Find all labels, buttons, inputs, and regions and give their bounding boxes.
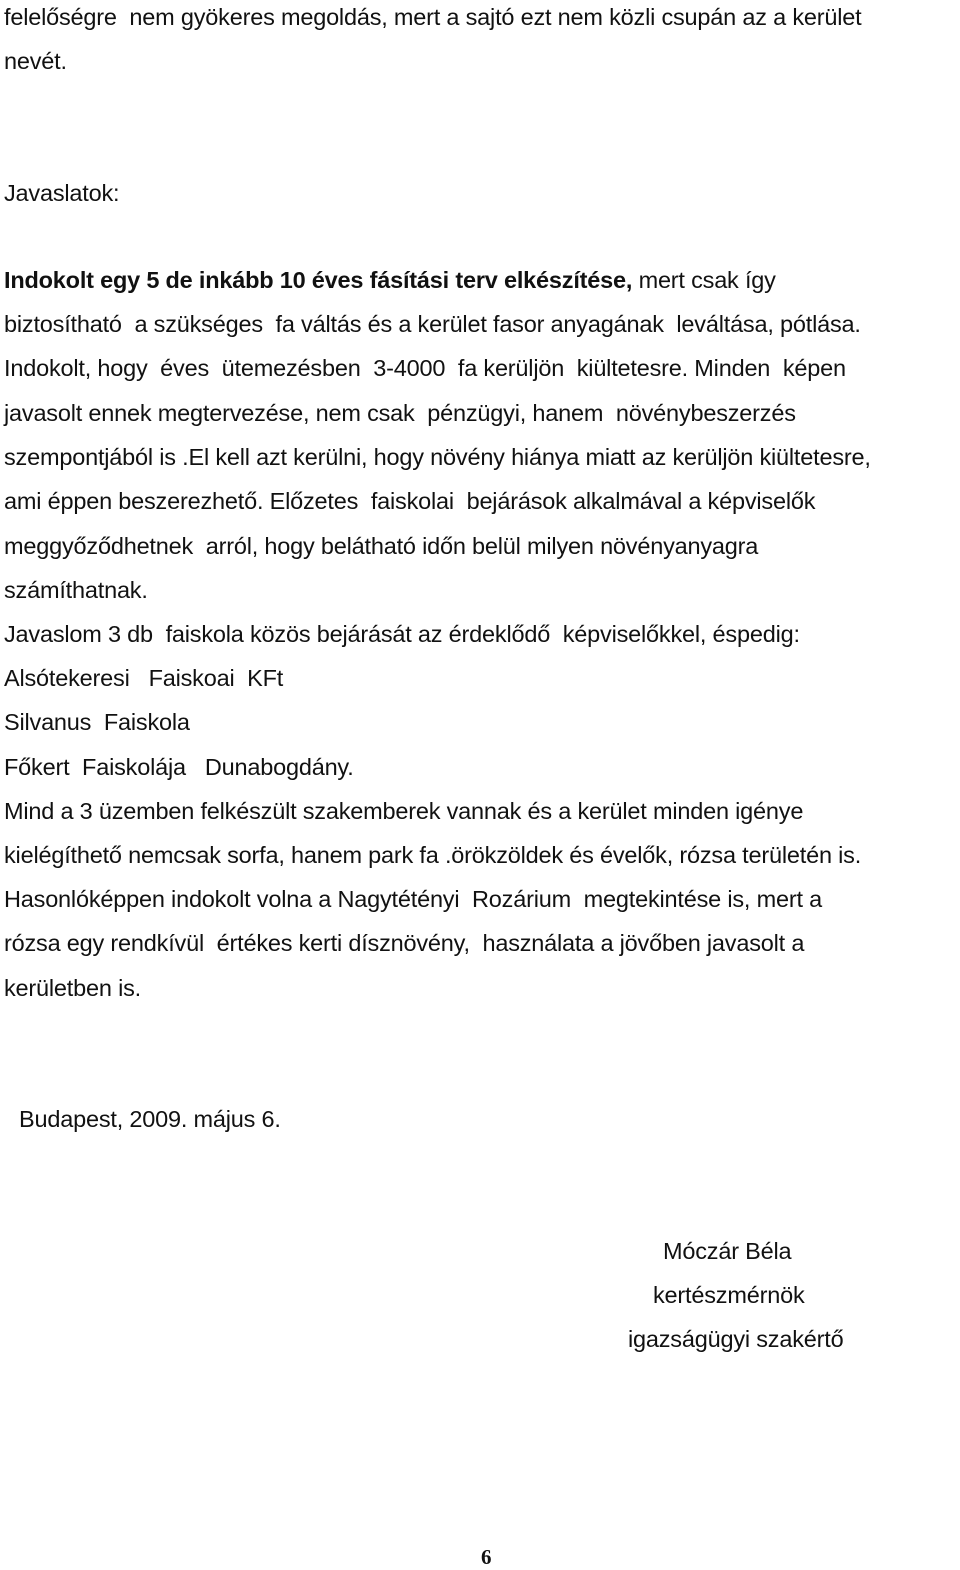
text-continuation: mert csak így [632, 267, 776, 293]
section-heading: Javaslatok: [4, 180, 120, 206]
text-line: nevét. [4, 48, 67, 74]
date-line: Budapest, 2009. május 6. [19, 1106, 281, 1132]
text-line: javasolt ennek megtervezése, nem csak pénzügyi, hanem növénybeszerzés [4, 400, 796, 426]
text-line: rózsa egy rendkívül értékes kerti dísznövény, használata a jövőben javasolt a [4, 930, 805, 956]
text-line: Javaslom 3 db faiskola közös bejárását az érdeklődő képviselőkkel, éspedig: [4, 621, 800, 647]
nursery-item: Alsótekeresi Faiskoai KFt [4, 665, 284, 691]
text-line: kerületben is. [4, 975, 141, 1001]
signature-name: Móczár Béla [663, 1238, 792, 1264]
page-number: 6 [481, 1545, 492, 1569]
nursery-item: Silvanus Faiskola [4, 709, 190, 735]
signature-title: kertészmérnök [653, 1282, 805, 1308]
text-line: meggyőződhetnek arról, hogy belátható időn belül milyen növényanyagra [4, 533, 759, 559]
text-line: kielégíthető nemcsak sorfa, hanem park fa .örökzöldek és évelők, rózsa területén is. [4, 842, 862, 868]
bold-phrase: Indokolt egy 5 de inkább 10 éves fásítási terv elkészítése, [4, 267, 633, 293]
text-line: Hasonlóképpen indokolt volna a Nagytétényi Rozárium megtekintése is, mert a [4, 886, 822, 912]
text-line: ami éppen beszerezhető. Előzetes faiskolai bejárások alkalmával a képviselők [4, 488, 816, 514]
text-line: számíthatnak. [4, 577, 148, 603]
nursery-item: Főkert Faiskolája Dunabogdány. [4, 754, 354, 780]
text-line [4, 269, 776, 293]
text-line: felelőségre nem gyökeres megoldás, mert a sajtó ezt nem közli csupán az a kerület [4, 4, 862, 30]
text-line: Indokolt, hogy éves ütemezésben 3-4000 fa kerüljön kiültetesre. Minden képen [4, 355, 846, 381]
text-line: szempontjából is .El kell azt kerülni, hogy növény hiánya miatt az kerüljön kiültetesre, [4, 444, 871, 470]
text-line: biztosítható a szükséges fa váltás és a kerület fasor anyagának leváltása, pótlása. [4, 311, 861, 337]
text-line: Mind a 3 üzemben felkészült szakemberek vannak és a kerület minden igénye [4, 798, 804, 824]
signature-title: igazságügyi szakértő [628, 1326, 844, 1352]
